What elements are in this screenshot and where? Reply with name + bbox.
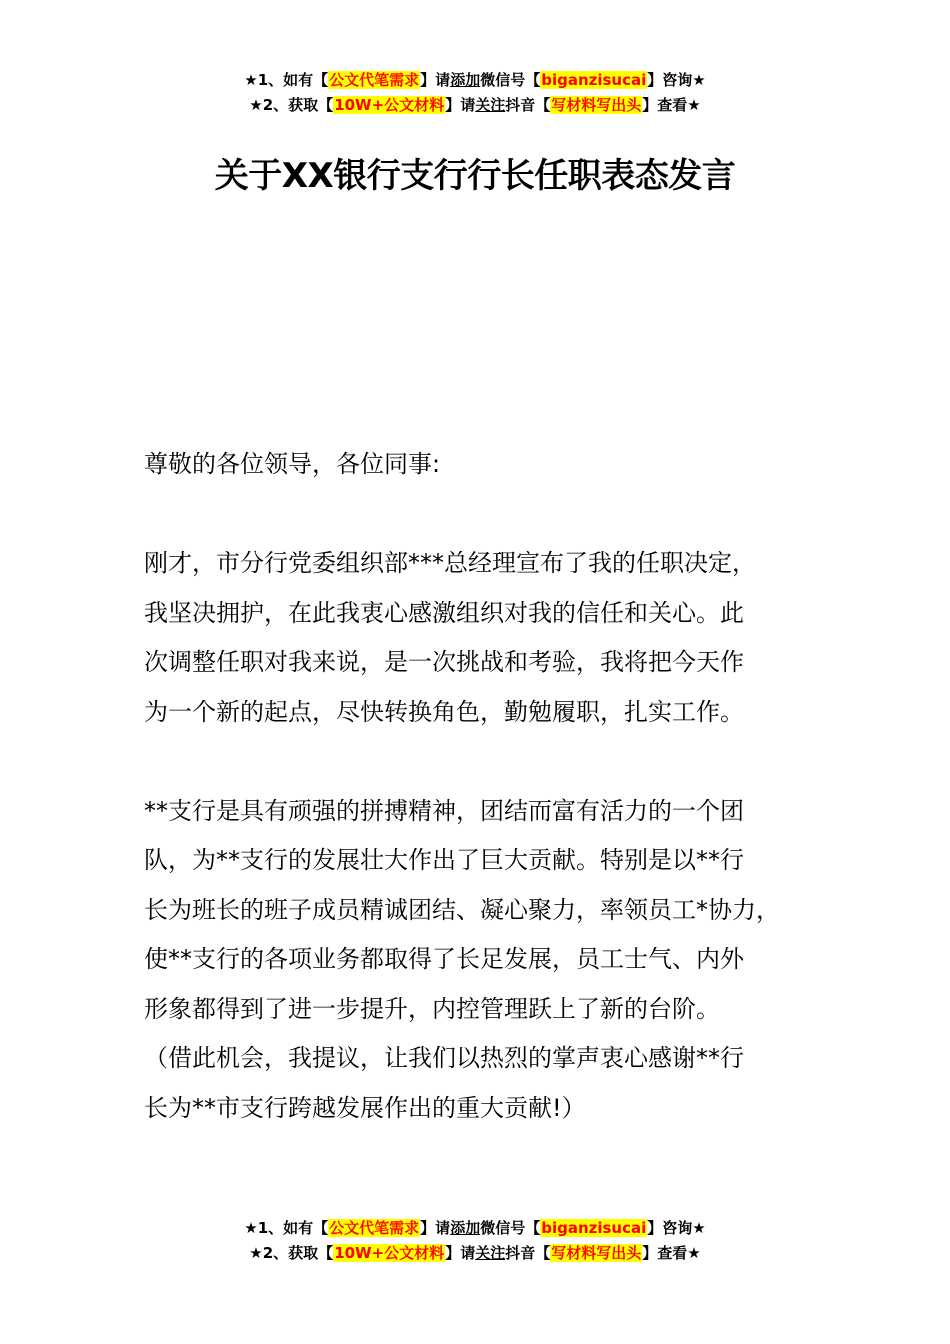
- banner-highlight: 公文代笔需求: [329, 1219, 420, 1237]
- text-line: 形象都得到了进一步提升，内控管理跃上了新的台阶。: [144, 994, 720, 1023]
- banner-highlight: 10W+公文材料: [334, 96, 445, 114]
- banner-text: 】请: [420, 1219, 451, 1237]
- banner-text: 】查看★: [642, 1244, 701, 1262]
- banner-underline: 关注: [475, 96, 506, 114]
- banner-text: 微信号【: [480, 1219, 541, 1237]
- banner-highlight: 公文代笔需求: [329, 71, 420, 89]
- paragraph-2: [144, 787, 834, 1134]
- banner-text: ★1、如有【: [244, 71, 329, 89]
- banner-text: 微信号【: [480, 71, 541, 89]
- header-banner: [0, 68, 950, 118]
- banner-text: 】咨询★: [647, 1219, 706, 1237]
- text-line: 长为班长的班子成员精诚团结、凝心聚力，率领员工*协力，: [144, 895, 780, 924]
- banner-line-1: [0, 1216, 950, 1241]
- text-line: 为一个新的起点，尽快转换角色，勤勉履职，扎实工作。: [144, 697, 744, 726]
- document-body: [144, 440, 834, 1183]
- salutation: 尊敬的各位领导，各位同事:: [144, 450, 441, 478]
- banner-text: 】咨询★: [647, 71, 706, 89]
- text-line: 刚才，市分行党委组织部***总经理宣布了我的任职决定，: [144, 549, 756, 577]
- banner-text: 抖音【: [505, 96, 551, 114]
- banner-highlight-douyin: 写材料写出头: [551, 96, 642, 114]
- banner-line-1: [0, 68, 950, 93]
- banner-text: 】查看★: [642, 96, 701, 114]
- text-line: （借此机会，我提议，让我们以热烈的掌声衷心感谢**行: [144, 1044, 744, 1072]
- banner-highlight: 10W+公文材料: [334, 1244, 445, 1262]
- banner-underline: 添加: [450, 71, 481, 89]
- paragraph-1: [144, 539, 834, 737]
- banner-underline: 关注: [475, 1244, 506, 1262]
- document-title: 关于XX银行支行行长任职表态发言: [214, 156, 736, 196]
- banner-highlight-wechat: biganzisucai: [541, 71, 647, 89]
- banner-highlight-wechat: biganzisucai: [541, 1219, 647, 1237]
- banner-text: ★2、获取【: [249, 1244, 334, 1262]
- banner-underline: 添加: [450, 1219, 481, 1237]
- text-line: 次调整任职对我来说，是一次挑战和考验，我将把今天作: [144, 648, 744, 676]
- banner-text: 抖音【: [505, 1244, 551, 1262]
- text-line: 我坚决拥护，在此我衷心感激组织对我的信任和关心。此: [144, 598, 744, 627]
- banner-text: 】请: [420, 71, 451, 89]
- banner-text: 】请: [445, 1244, 476, 1262]
- text-line: 使**支行的各项业务都取得了长足发展，员工士气、内外: [144, 945, 744, 973]
- text-line: **支行是具有顽强的拼搏精神，团结而富有活力的一个团: [144, 796, 744, 825]
- banner-text: 】请: [445, 96, 476, 114]
- text-line: 队，为**支行的发展壮大作出了巨大贡献。特别是以**行: [144, 846, 744, 874]
- banner-text: ★1、如有【: [244, 1219, 329, 1237]
- banner-text: ★2、获取【: [249, 96, 334, 114]
- footer-banner: [0, 1216, 950, 1266]
- banner-line-2: [0, 1241, 950, 1266]
- salutation-paragraph: [144, 440, 834, 490]
- banner-line-2: [0, 93, 950, 118]
- text-line: 长为**市支行跨越发展作出的重大贡献!）: [144, 1093, 586, 1122]
- banner-highlight-douyin: 写材料写出头: [551, 1244, 642, 1262]
